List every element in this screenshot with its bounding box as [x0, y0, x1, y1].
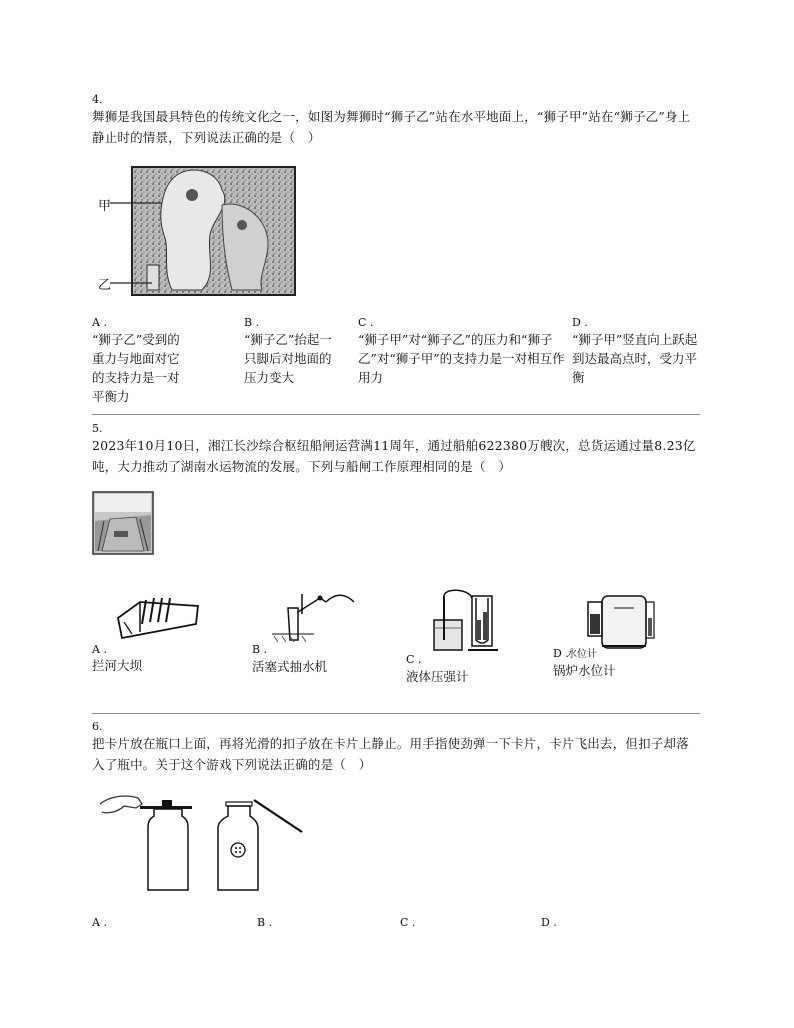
- divider-q4-q5: [92, 414, 700, 415]
- q4-option-a-text: “狮子乙”受到的重力与地面对它的支持力是一对平衡力: [92, 332, 180, 404]
- q5-option-c-letter: C .: [406, 653, 422, 666]
- q6-option-b-letter[interactable]: B .: [257, 916, 273, 929]
- q5-option-b-letter: B .: [252, 643, 268, 656]
- water-gauge-label: 水位计: [567, 649, 597, 660]
- q5-option-d-text: 锅炉水位计: [553, 663, 616, 678]
- q5-option-b-text: 活塞式抽水机: [252, 659, 328, 674]
- q4-option-d-letter: D .: [572, 316, 588, 329]
- ship-lock-photo: [92, 491, 154, 555]
- q6-option-d-letter[interactable]: D .: [541, 916, 557, 929]
- dam-figure: [110, 594, 202, 642]
- label-yi: 乙: [98, 278, 112, 293]
- q5-option-d-letter: D .: [553, 647, 569, 660]
- q6-stem: 把卡片放在瓶口上面，再将光滑的扣子放在卡片上静止。用手指使劲弹一下卡片，卡片飞出去，但扣子却落入了瓶中。关于这个游戏下列说法正确的是（ ）: [92, 736, 689, 772]
- label-jia: 甲: [98, 199, 112, 214]
- q5-option-c-text: 液体压强计: [406, 669, 469, 684]
- q6-number: 6.: [92, 720, 103, 733]
- q4-option-b-letter: B .: [244, 316, 260, 329]
- pressure-gauge-figure: [428, 586, 510, 656]
- divider-q5-q6: [92, 713, 700, 714]
- q4-stem: 舞狮是我国最具特色的传统文化之一，如图为舞狮时“狮子乙”站在水平地面上，“狮子甲”站在“狮子乙”身上静止时的情景，下列说法正确的是（ ）: [92, 109, 691, 145]
- q4-option-b-text: “狮子乙”抬起一只脚后对地面的压力变大: [244, 332, 332, 385]
- q4-figure: [92, 165, 302, 299]
- q5-number: 5.: [92, 422, 103, 435]
- q5-option-a-letter: A .: [92, 643, 107, 656]
- q4-option-a-letter: A .: [92, 316, 107, 329]
- q4-option-c-letter: C .: [358, 316, 374, 329]
- lion-dance-photo: [92, 165, 302, 299]
- q5-option-a-text: 拦河大坝: [92, 658, 143, 673]
- q4-option-d-text: “狮子甲”竖直向上跃起到达最高点时，受力平衡: [572, 332, 698, 385]
- q6-option-c-letter[interactable]: C .: [400, 916, 416, 929]
- q4-number: 4.: [92, 93, 103, 106]
- q6-option-a-letter[interactable]: A .: [92, 916, 107, 929]
- q5-stem: 2023年10月10日，湘江长沙综合枢纽船闸运营满11周年，通过船舶622380万艘次，总货运通过量8.23亿吨，大力推动了湖南水运物流的发展。下列与船闸工作原理相同的是（ ）: [92, 438, 696, 474]
- card-bottle-figure: [96, 784, 308, 896]
- piston-pump-figure: [268, 588, 358, 644]
- q4-option-c-text: “狮子甲”对“狮子乙”的压力和“狮子乙”对“狮子甲”的支持力是一对相互作用力: [358, 332, 565, 385]
